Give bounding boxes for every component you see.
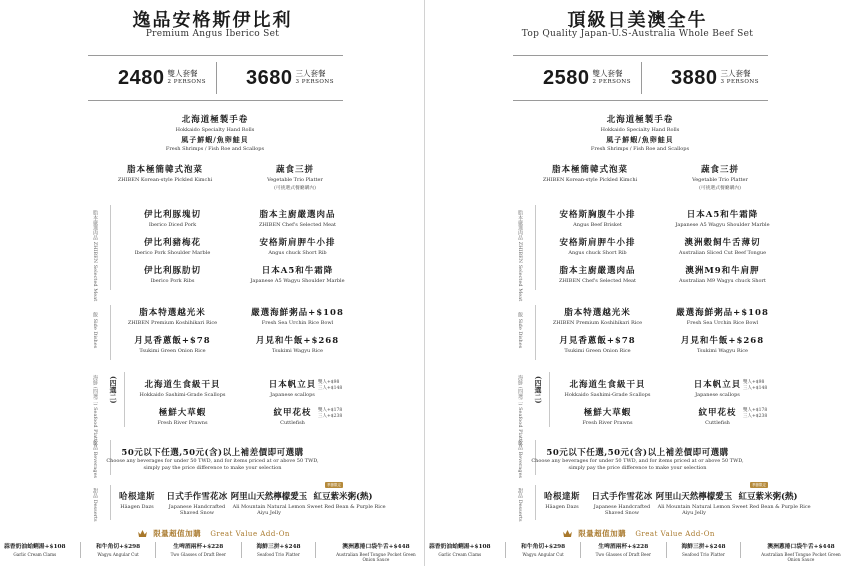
item-name: 脂本主廚嚴選肉品	[559, 266, 636, 276]
addon-item	[756, 541, 846, 562]
item-name: 伊比利豚塊切	[143, 210, 201, 220]
meat-item	[110, 208, 235, 228]
addon-name-en: Australian Beef Tongue Pocket Green Onion Sauce	[336, 552, 416, 562]
price-value: 2580	[543, 66, 590, 89]
price-rule	[513, 100, 768, 101]
addon-name: 海鮮三拼+$248	[256, 544, 301, 550]
seasonal-badge: 季節限定	[327, 482, 341, 487]
seafood-upcharge: 雙人+$98 三人+$148	[743, 380, 768, 391]
addon-name: 和牛角切+$298	[95, 544, 141, 550]
price-label	[168, 69, 206, 87]
item-name: 澳洲穀飼牛舌薄切	[684, 238, 761, 248]
item-name-en: Japanese scallops	[270, 392, 315, 398]
addon-name-en: Seafood Trio Platter	[256, 552, 300, 557]
dessert-item	[653, 490, 735, 516]
seafood-upcharge: 雙人+$178 三人+$238	[318, 408, 343, 419]
beverage-info	[425, 446, 850, 471]
meat-item	[535, 208, 660, 228]
section-label-seafood: 海鮮 (四選二) Seafood Platter	[517, 375, 523, 447]
price-value: 3880	[671, 66, 718, 89]
item-name-en: Hokkaido Sashimi-Grade Scallops	[139, 392, 226, 398]
beverage-rule-en: simply pay the price difference to make your selection	[143, 464, 282, 471]
addon-separator	[740, 542, 741, 558]
addon-name-en: Garlic Cream Clams	[13, 552, 57, 557]
section-label-beverage: 飲品 Beverages	[92, 440, 98, 479]
price-row	[88, 62, 343, 94]
section-label-rice: 飯 Side Dishes	[92, 312, 98, 349]
meat-item	[535, 236, 660, 256]
rice-item	[660, 334, 785, 354]
addon-item	[96, 541, 140, 562]
price-label	[593, 69, 631, 87]
item-name-en: Japanese Handcrafted Shaved Snow	[593, 504, 651, 516]
addon-list	[429, 541, 846, 562]
item-name-en: Cuttlefish	[705, 420, 730, 426]
price-label-en: 2 PERSONS	[167, 79, 206, 85]
item-note: (可挑選式餐廳購內)	[273, 186, 317, 191]
addon-name: 生啤酒兩杯+$228	[598, 544, 649, 550]
crown-icon	[138, 530, 147, 537]
addon-name-en: Wagyu Angular Cut	[522, 552, 564, 557]
meat-item	[660, 208, 785, 228]
section-label-meat: 脂本嚴選肉品 ZHIBEN Selected Meat	[517, 210, 523, 302]
addon-heading-en: Great Value Add-On	[635, 530, 715, 538]
item-name: 嚴選海鮮粥品+$108	[251, 308, 344, 318]
item-name: 月見和牛飯+$268	[255, 336, 340, 346]
seafood-item	[545, 378, 670, 398]
addon-heading-en: Great Value Add-On	[210, 530, 290, 538]
beverage-rule: 50元以下任選,50元(含)以上補差價即可選購	[546, 448, 729, 458]
rice-item	[235, 334, 360, 354]
item-name-en: ZHIBEN Korean-style Pickled Kimchi	[542, 177, 638, 183]
price-rule	[88, 100, 343, 101]
addon-name: 澳洲蔥捲口袋牛舌+$448	[767, 544, 835, 550]
addon-separator	[80, 542, 81, 558]
item-name-en: Häagen Dazs	[120, 504, 154, 510]
addon-name-en: Garlic Cream Clams	[438, 552, 482, 557]
item-name: 安格斯胸腹牛小排	[559, 210, 636, 220]
item-name: 阿里山天然檸檬愛玉	[655, 492, 733, 502]
addon-heading-zh: 限量超值加購	[153, 529, 202, 538]
item-name: 安格斯肩胛牛小排	[259, 238, 336, 248]
item-name-en: Ali Mountain Natural Lemon Aiyu Jelly	[232, 504, 306, 516]
addon-item	[429, 541, 491, 562]
addon-separator	[666, 542, 667, 558]
price-label	[296, 69, 334, 87]
item-name-en: Japanese A5 Wagyu Shoulder Marble	[675, 222, 770, 228]
section-label-meat: 脂本嚴選肉品 ZHIBEN Selected Meat	[92, 210, 98, 302]
addon-name: 蒜香奶油蛤蜊湯+$108	[429, 544, 491, 550]
kimchi-item	[100, 163, 230, 183]
item-name-en: Cuttlefish	[280, 420, 305, 426]
dessert-item	[307, 490, 386, 510]
section-label-dessert: 甜品 Desserts	[92, 488, 98, 522]
dessert-item	[732, 490, 811, 510]
meat-item	[660, 236, 785, 256]
meat-item	[535, 264, 660, 284]
price-value: 2480	[118, 66, 165, 89]
item-name: 日本A5和牛霜降	[261, 266, 334, 276]
price-three-persons	[246, 62, 334, 94]
item-name-en: ZHIBEN Chef's Selected Meat	[258, 222, 337, 228]
hand-roll-item	[535, 113, 745, 152]
item-name-en: Angus Beef Brisket	[573, 222, 622, 228]
item-name: 北海道極製手卷	[181, 115, 249, 125]
item-name-en: ZHIBEN Premium Koshihikari Rice	[552, 320, 643, 326]
addon-name: 蒜香奶油蛤蜊湯+$108	[4, 544, 66, 550]
addon-item	[256, 541, 300, 562]
item-name-en: Hokkaido Specialty Hand Rolls	[600, 127, 680, 133]
menu-page-right	[425, 0, 850, 566]
hand-roll-item	[110, 113, 320, 152]
addon-item	[331, 541, 421, 562]
seafood-upcharge: 雙人+$178 三人+$238	[743, 408, 768, 419]
item-name: 哈根達斯	[118, 492, 155, 502]
addon-item	[4, 541, 66, 562]
set-subtitle: Premium Angus Iberico Set	[145, 29, 280, 39]
meat-item	[660, 264, 785, 284]
addon-name-en: Two Glasses of Draft Beer	[595, 552, 651, 557]
dessert-item	[228, 490, 310, 516]
item-name: 北海道生食級干貝	[569, 380, 646, 390]
item-name-en: Vegetable Trio Platter	[692, 177, 748, 183]
addon-heading	[0, 528, 425, 539]
top-rule	[88, 55, 343, 56]
rice-item	[110, 306, 235, 326]
rice-item	[235, 306, 360, 326]
item-name-en: Fresh Sea Urchin Rice Bowl	[261, 320, 334, 326]
item-name: 月見和牛飯+$268	[680, 336, 765, 346]
addon-item	[171, 541, 226, 562]
set-subtitle: Top Quality Japan-U.S-Australia Whole Beef Set	[521, 29, 754, 39]
addon-separator	[315, 542, 316, 558]
item-name: 脂本特選越光米	[564, 308, 631, 318]
item-name: 嚴選海鮮粥品+$108	[676, 308, 769, 318]
addon-name-en: Seafood Trio Platter	[681, 552, 725, 557]
top-rule	[513, 55, 768, 56]
item-name: 哈根達斯	[543, 492, 580, 502]
price-label-zh: 三人套餐	[720, 69, 751, 78]
item-name-en: Hokkaido Specialty Hand Rolls	[175, 127, 255, 133]
addon-item	[521, 541, 565, 562]
addon-separator	[580, 542, 581, 558]
price-row	[513, 62, 768, 94]
item-name: 紋甲花枝	[698, 408, 737, 418]
item-name: 安格斯肩胛牛小排	[559, 238, 636, 248]
item-name: 紋甲花枝	[273, 408, 312, 418]
price-label	[721, 69, 759, 87]
price-label-en: 3 PERSONS	[295, 79, 334, 85]
dessert-item	[162, 490, 232, 516]
price-label-zh: 雙人套餐	[592, 69, 623, 78]
addon-heading-zh: 限量超值加購	[578, 529, 627, 538]
price-label-zh: 三人套餐	[295, 69, 326, 78]
item-name-en: ZHIBEN Korean-style Pickled Kimchi	[117, 177, 213, 183]
item-name: 北海道生食級干貝	[144, 380, 221, 390]
addon-name: 和牛角切+$298	[520, 544, 566, 550]
item-name: 北海道極製手卷	[606, 115, 674, 125]
item-name-en: Fresh Sea Urchin Rice Bowl	[686, 320, 759, 326]
item-name-en: Fresh River Prawns	[582, 420, 633, 426]
item-name: 日本帆立貝	[693, 380, 742, 390]
item-detail-en: Fresh Shrimps / Fish Roe and Scallops	[590, 146, 690, 152]
addon-name-en: Australian Beef Tongue Pocket Green Onion Sauce	[761, 552, 841, 562]
set-title: 逸品安格斯伊比利	[132, 10, 293, 31]
meat-item	[235, 208, 360, 228]
item-detail: 風子鮮蝦/魚卵鮭貝	[181, 135, 249, 144]
item-name: 日本A5和牛霜降	[686, 210, 759, 220]
price-three-persons	[671, 62, 759, 94]
item-name-en: Australian M9 Wagyu chuck Short	[679, 278, 766, 284]
meat-item	[110, 264, 235, 284]
seafood-choice-tag: (四選二)	[534, 376, 543, 404]
item-name-en: Tsukimi Green Onion Rice	[564, 348, 631, 354]
item-name: 月見香蔥飯+$78	[134, 336, 211, 346]
item-detail: 風子鮮蝦/魚卵鮭貝	[606, 135, 674, 144]
item-name-en: Vegetable Trio Platter	[267, 177, 323, 183]
beverage-rule-en: simply pay the price difference to make your selection	[568, 464, 707, 471]
item-name: 極鮮大草蝦	[583, 408, 632, 418]
item-name: 紅豆紫米粥(熱)	[313, 492, 373, 502]
item-name-en: Iberico Pork Shoulder Marble	[134, 250, 211, 256]
dessert-item	[110, 490, 164, 510]
page-divider	[424, 0, 425, 566]
addon-name-en: Wagyu Angular Cut	[97, 552, 139, 557]
addon-separator	[155, 542, 156, 558]
rice-item	[535, 306, 660, 326]
seafood-choice-tag: (四選二)	[109, 376, 118, 404]
seafood-item	[120, 378, 245, 398]
item-name-en: ZHIBEN Premium Koshihikari Rice	[127, 320, 218, 326]
item-name: 蔬食三拼	[700, 165, 739, 175]
section-label-dessert: 甜品 Desserts	[517, 488, 523, 522]
rice-item	[535, 334, 660, 354]
addon-list	[4, 541, 421, 562]
item-name-en: Fresh River Prawns	[157, 420, 208, 426]
meat-item	[235, 264, 360, 284]
price-divider	[641, 62, 642, 94]
item-name-en: Sweet Red Bean & Purple Rice	[732, 504, 811, 510]
item-name-en: Japanese scallops	[695, 392, 740, 398]
item-name: 澳洲M9和牛肩胛	[685, 266, 760, 276]
item-name: 伊比利豚肋切	[143, 266, 201, 276]
item-name-en: ZHIBEN Chef's Selected Meat	[558, 278, 637, 284]
item-name: 日本帆立貝	[268, 380, 317, 390]
veg-trio-item	[240, 163, 350, 191]
item-name: 月見香蔥飯+$78	[559, 336, 636, 346]
addon-name: 海鮮三拼+$248	[681, 544, 726, 550]
item-name-en: Iberico Pork Ribs	[150, 278, 195, 284]
seafood-item	[120, 406, 245, 426]
item-name: 日式手作雪花冰	[591, 492, 653, 502]
addon-item	[681, 541, 725, 562]
rice-item	[110, 334, 235, 354]
price-two-persons	[118, 62, 206, 94]
item-name: 極鮮大草蝦	[158, 408, 207, 418]
section-label-beverage: 飲品 Beverages	[517, 440, 523, 479]
dessert-item	[587, 490, 657, 516]
item-name-en: Japanese A5 Wagyu Shoulder Marble	[250, 278, 345, 284]
section-label-rice: 飯 Side Dishes	[517, 312, 523, 349]
item-name: 脂本特選越光米	[139, 308, 206, 318]
item-name: 阿里山天然檸檬愛玉	[230, 492, 308, 502]
kimchi-item	[525, 163, 655, 183]
item-name-en: Tsukimi Wagyu Rice	[272, 348, 323, 354]
item-name: 脂本極簡韓式泡菜	[126, 165, 203, 175]
item-name-en: Hokkaido Sashimi-Grade Scallops	[564, 392, 651, 398]
beverage-rule-en: Choose any beverages for under 50 TWD, and for items priced at or above 50 TWD,	[106, 458, 319, 464]
item-name: 紅豆紫米粥(熱)	[738, 492, 798, 502]
item-name: 蔬食三拼	[275, 165, 314, 175]
item-name-en: Angus chuck Short Rib	[568, 250, 627, 256]
item-name: 脂本主廚嚴選肉品	[259, 210, 336, 220]
price-label-zh: 雙人套餐	[167, 69, 198, 78]
meat-item	[235, 236, 360, 256]
addon-item	[596, 541, 651, 562]
addon-name: 生啤酒兩杯+$228	[173, 544, 224, 550]
item-name-en: Sweet Red Bean & Purple Rice	[307, 504, 386, 510]
crown-icon	[563, 530, 572, 537]
item-note: (可挑選式餐廳購內)	[698, 186, 742, 191]
price-divider	[216, 62, 217, 94]
price-label-en: 2 PERSONS	[592, 79, 631, 85]
set-title: 頂級日美澳全牛	[567, 10, 708, 31]
item-name: 伊比利豬梅花	[143, 238, 201, 248]
item-name-en: Ali Mountain Natural Lemon Aiyu Jelly	[657, 504, 731, 516]
item-name-en: Häagen Dazs	[545, 504, 579, 510]
item-name-en: Tsukimi Green Onion Rice	[139, 348, 206, 354]
addon-name: 澳洲蔥捲口袋牛舌+$448	[342, 544, 410, 550]
dessert-item	[535, 490, 589, 510]
price-label-en: 3 PERSONS	[720, 79, 759, 85]
addon-separator	[505, 542, 506, 558]
seafood-item	[545, 406, 670, 426]
item-name: 日式手作雪花冰	[166, 492, 228, 502]
beverage-info	[0, 446, 425, 471]
addon-name-en: Two Glasses of Draft Beer	[170, 552, 226, 557]
item-name-en: Iberico Diced Pork	[148, 222, 197, 228]
item-detail-en: Fresh Shrimps / Fish Roe and Scallops	[165, 146, 265, 152]
meat-item	[110, 236, 235, 256]
section-label-seafood: 海鮮 (四選二) Seafood Platter	[92, 375, 98, 447]
seafood-upcharge: 雙人+$98 三人+$148	[318, 380, 343, 391]
beverage-rule-en: Choose any beverages for under 50 TWD, and for items priced at or above 50 TWD,	[531, 458, 744, 464]
price-value: 3680	[246, 66, 293, 89]
veg-trio-item	[665, 163, 775, 191]
addon-heading	[425, 528, 850, 539]
addon-separator	[241, 542, 242, 558]
item-name-en: Angus chuck Short Rib	[268, 250, 327, 256]
seasonal-badge: 季節限定	[752, 482, 766, 487]
price-two-persons	[543, 62, 631, 94]
beverage-rule: 50元以下任選,50元(含)以上補差價即可選購	[121, 448, 304, 458]
item-name-en: Tsukimi Wagyu Rice	[697, 348, 748, 354]
item-name: 脂本極簡韓式泡菜	[551, 165, 628, 175]
item-name-en: Japanese Handcrafted Shaved Snow	[168, 504, 226, 516]
item-name-en: Australian Sliced Cut Beef Tongue	[678, 250, 767, 256]
rice-item	[660, 306, 785, 326]
